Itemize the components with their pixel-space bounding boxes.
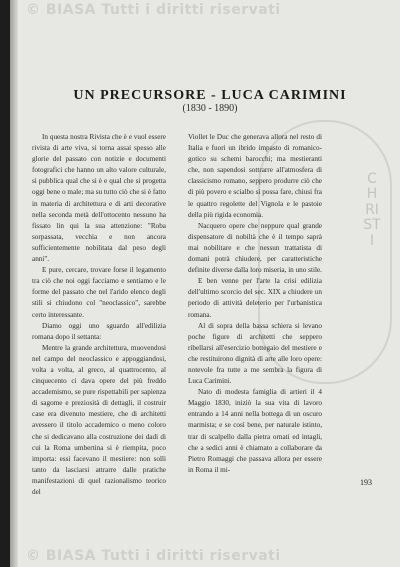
paragraph: E pure, cercare, trovare forse il legamento tra ciò che noi oggi facciamo e sentiamo e le forme del passato che nel l'arido elenco degli stili si chiudono col "neoclassico", sarebbe certo interessante. bbox=[32, 266, 166, 319]
text-column-right bbox=[188, 132, 322, 476]
paragraph: Nato di modesta famiglia di artieri il 4 Maggio 1830, iniziò la sua vita di lavoro entrando a 14 anni nella bottega di un oscuro marmista; e se così bene, per naturale istinto, trar di scalpello dalla pietra ornati ed intagli, che a sedici anni è chiamato a collaborare da Pietro Romaggi che passava allora per essere in Roma il mi- bbox=[188, 388, 322, 474]
page-number: 193 bbox=[360, 478, 372, 487]
text-column-left bbox=[32, 132, 166, 498]
copyright-watermark-bottom: © BIASA Tutti i diritti riservati bbox=[26, 548, 281, 564]
seal-text: CHRISTI bbox=[363, 171, 381, 249]
copyright-watermark-top: © BIASA Tutti i diritti riservati bbox=[26, 2, 281, 18]
article-years: (1830 - 1890) bbox=[182, 103, 238, 114]
paragraph: Nacquero opere che neppure qual grande dispensatore di nobiltà che è il tempo saprà mai nobilitare e che nessun trattatista di domani potrà chiudere, per caratteristiche definite diverse dalla loro miseria, in uno stile. bbox=[188, 221, 322, 275]
scanned-page bbox=[10, 0, 400, 567]
paragraph: Diamo oggi uno sguardo all'edilizia romana dopo il settanta: bbox=[32, 321, 166, 341]
paragraph: Viollet le Duc che generava allora nel resto di Italia e fuori un ibrido impasto di romanico-gotico su schemi barocchi; ma mestieranti che, non sapendosi sottrarre all'atmosfera di classicismo romano, seppero produrre ciò che di più povero e scialbo si possa fare, chiusi fra le quattro regolette del Vignola e le pastoie della più rigida economia. bbox=[188, 133, 322, 219]
paragraph: Mentre la grande architettura, muovendosi nel campo del neoclassico e appoggiandosi, volta a volta, al greco, al quattrocento, al cinquecento ci dava opere del più freddo accademismo, se pure rispettabili per sapienza di sagome e preziosità di dettagli, il costruir case era divenuto mestiere, che di architetti avessero il titolo accademico o meno coloro che si dedicavano alla costruzione dei dadi di cui la Roma umbertina si è riempita, poco importa: essi facevano il mestiere: non solli tanto da lasciarsi attrarre dalle pratiche manifestazioni di quel razionalismo teorico del bbox=[32, 343, 166, 496]
paragraph: Al di sopra della bassa schiera si levano poche figure di architetti che seppero ribellarsi all'esercizio bottegaio del mestiere e che restituirono dignità di arte alle loro opere: notevole fra tutte a me sembra la figura di Luca Carimini. bbox=[188, 321, 322, 386]
paragraph: E ben venne per l'arte la crisi edilizia dell'ultimo scorcio del sec. XIX a chiudere un periodo di attività deleterio per l'urbanistica romana. bbox=[188, 277, 322, 319]
paragraph: In questa nostra Rivista che è e vuol essere rivista di arte viva, si torna assai spesso alle glorie del passato con notizie e documenti fotografici che hanno un alto valore culturale, si pubblica qual che si è e qual che si progetta oggi bene o male; ma su tutto ciò che si è fatto in materia di architettura e di arti decorative nella seconda metà dell'ottocento nessuno ha fissato lin qui la sua attenzione: "Roba sorpassata, vecchia e non ancora sufficientemente nobilitata dal peso degli anni". bbox=[32, 133, 166, 264]
article-title: UN PRECURSORE - LUCA CARIMINI bbox=[73, 88, 347, 103]
